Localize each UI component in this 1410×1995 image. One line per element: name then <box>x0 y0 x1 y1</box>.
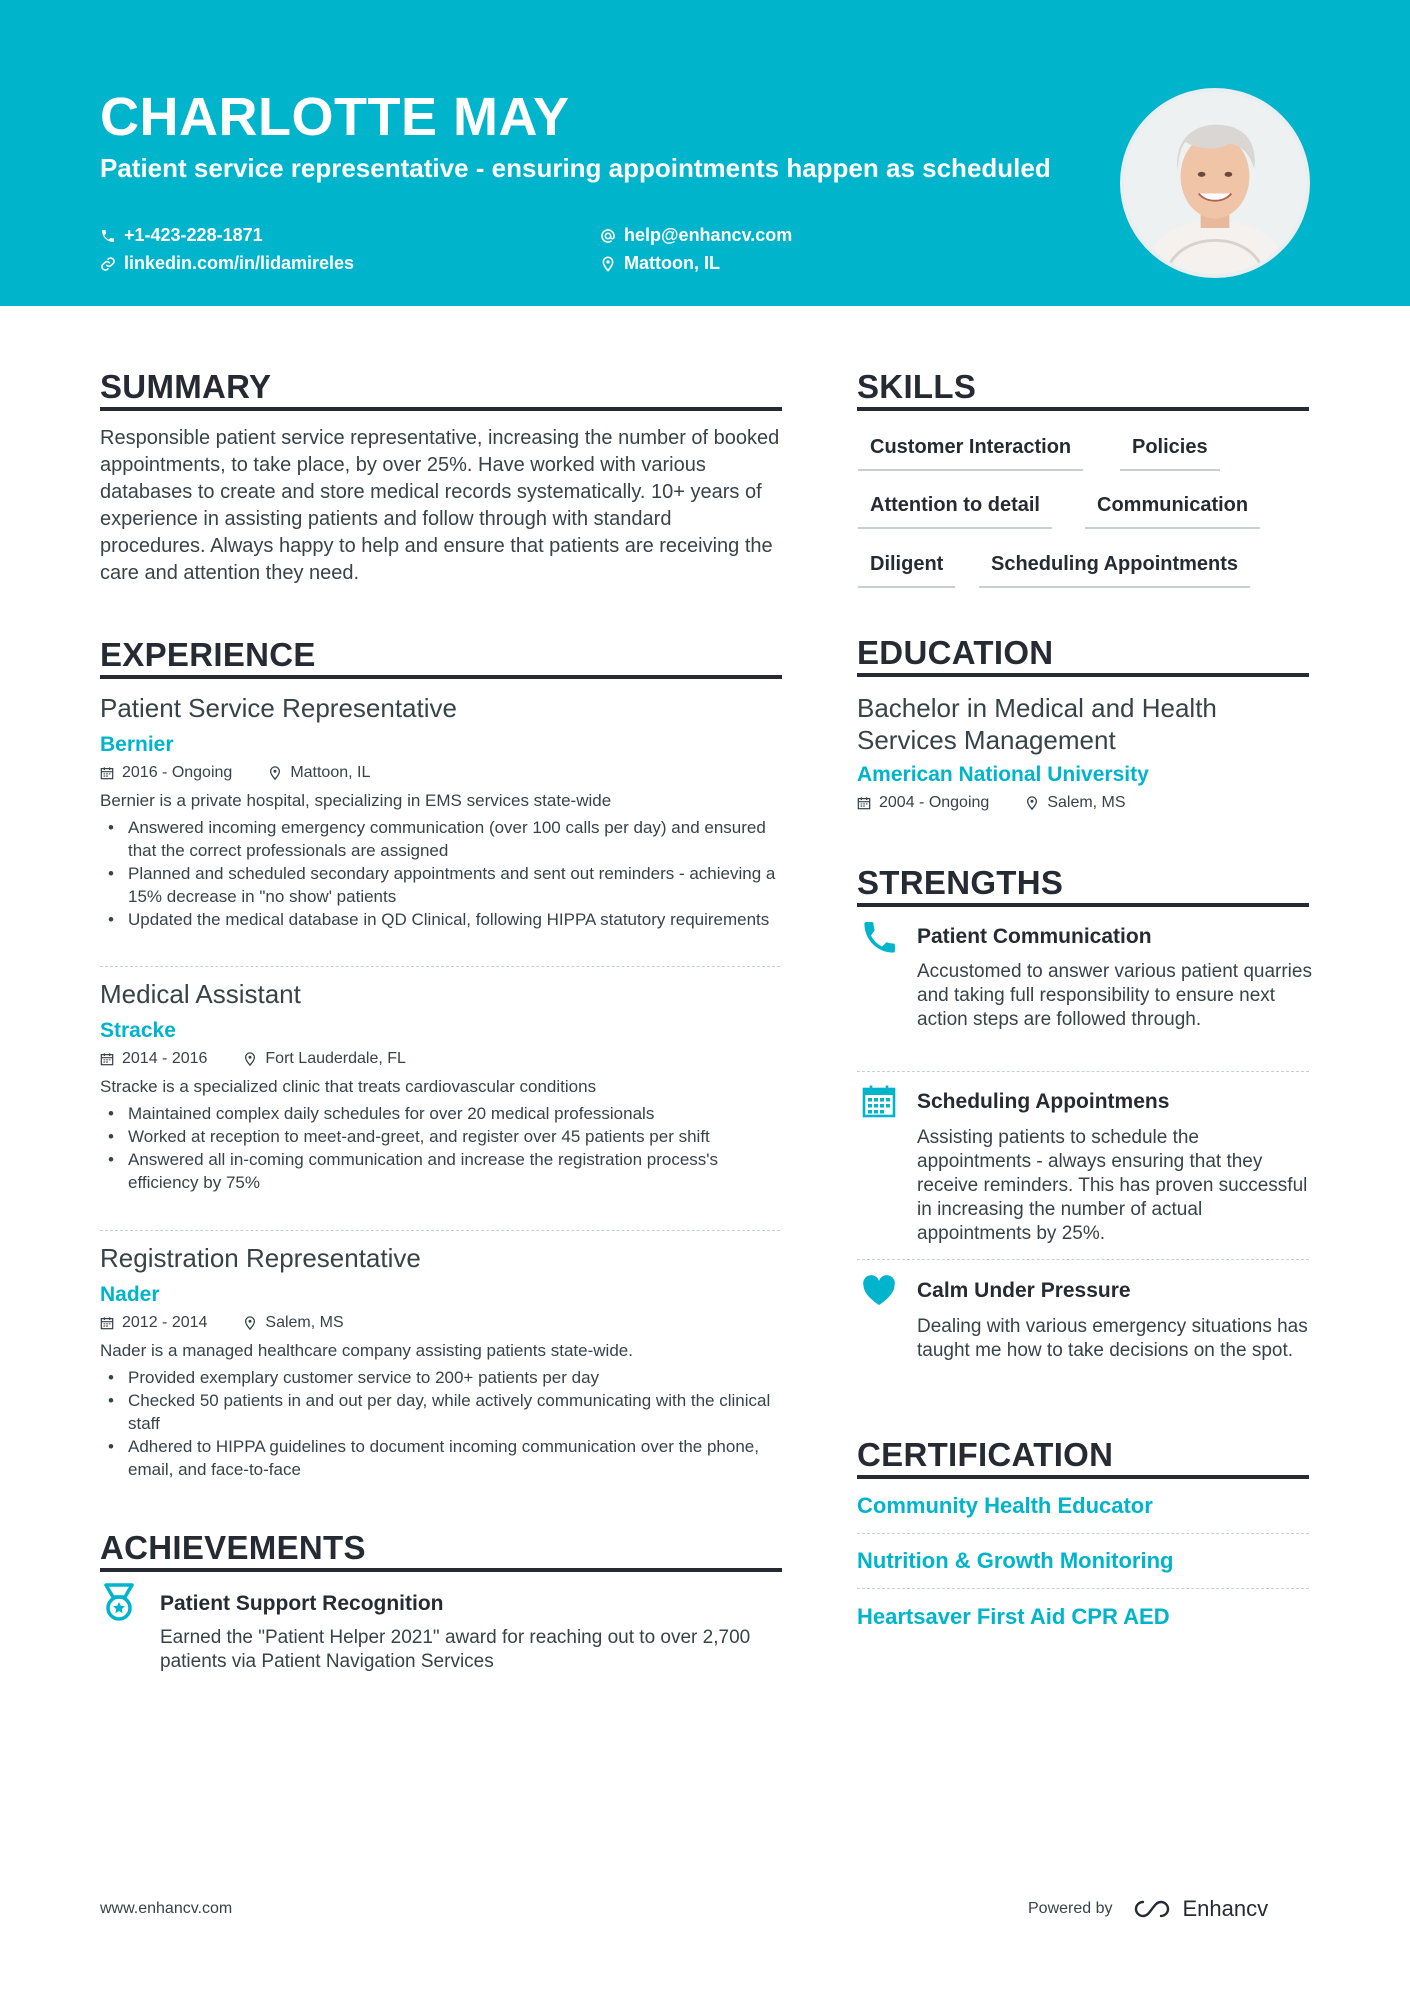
strength-text: Assisting patients to schedule the appointments - always ensuring that they receive reminders. This has proven successful in increasing the number of actual appointments by 25%. <box>917 1127 1308 1244</box>
education-school: American National University <box>857 763 1149 786</box>
phone-icon <box>100 228 116 244</box>
footer-website[interactable]: www.enhancv.com <box>100 1900 233 1917</box>
strength-title: Calm Under Pressure <box>917 1279 1131 1302</box>
job-meta <box>100 764 370 782</box>
phone-icon <box>862 921 896 955</box>
job-dates: 2012 - 2014 <box>122 1314 208 1331</box>
skill-tag: Policies <box>1120 436 1220 471</box>
location-pin-icon <box>243 1052 257 1066</box>
list-item: • Checked 50 patients in and out per day, while actively communicating with the clinical staff <box>100 1389 780 1435</box>
job-dates: 2014 - 2016 <box>122 1050 208 1067</box>
link-icon <box>100 256 116 272</box>
summary-divider <box>100 407 782 411</box>
skill-tag: Communication <box>1085 494 1260 529</box>
candidate-tagline: Patient service representative - ensuring appointments happen as scheduled <box>100 153 1051 183</box>
achievements-heading: ACHIEVEMENTS <box>100 1529 366 1566</box>
brand-name: Enhancv <box>1182 1896 1269 1921</box>
strength-title: Patient Communication <box>917 925 1152 948</box>
experience-heading: EXPERIENCE <box>100 636 316 673</box>
location-pin-icon <box>600 256 616 272</box>
list-item: • Adhered to HIPPA guidelines to document incoming communication over the phone, email, and face-to-face <box>100 1435 780 1481</box>
footer-branding[interactable] <box>1028 1896 1268 1922</box>
education-divider <box>857 673 1309 677</box>
job-bullets <box>100 1102 780 1194</box>
heart-icon <box>862 1274 896 1308</box>
certification-heading: CERTIFICATION <box>857 1436 1114 1473</box>
skill-tag: Diligent <box>858 553 955 588</box>
certification-divider <box>857 1475 1309 1479</box>
skill-tag: Customer Interaction <box>858 436 1083 471</box>
job-description: Nader is a managed healthcare company assisting patients state-wide. <box>100 1341 633 1360</box>
list-item: • Worked at reception to meet-and-greet, and register over 45 patients per shift <box>100 1125 780 1148</box>
contact-location <box>600 253 720 274</box>
achievement-title: Patient Support Recognition <box>160 1592 444 1615</box>
job-company: Nader <box>100 1283 160 1306</box>
location-pin-icon <box>268 766 282 780</box>
job-meta <box>100 1050 406 1068</box>
summary-text: Responsible patient service representative, increasing the number of booked appointments, to take place, by over 25%. Have worked with various databases to create and store medical records systematically. 10+ years of experience in assisting patients and follow through with standard procedures. Always happy to help and ensure that patients are receiving the care and attention they need. <box>100 427 780 584</box>
calendar-icon <box>100 1316 114 1330</box>
job-dates: 2016 - Ongoing <box>122 764 233 781</box>
certification-item: Nutrition & Growth Monitoring <box>857 1548 1174 1573</box>
job-location: Mattoon, IL <box>290 764 371 781</box>
email-text: help@enhancv.com <box>624 225 793 245</box>
list-item: • Answered incoming emergency communication (over 100 calls per day) and ensured that the correct professionals are assigned <box>100 816 780 862</box>
job-company: Bernier <box>100 733 174 756</box>
location-text: Mattoon, IL <box>624 253 720 273</box>
list-item: • Updated the medical database in QD Clinical, following HIPPA statutory requirements <box>100 908 780 931</box>
certification-item: Heartsaver First Aid CPR AED <box>857 1604 1170 1629</box>
job-separator <box>100 966 780 967</box>
education-dates: 2004 - Ongoing <box>879 794 990 811</box>
strength-text: Dealing with various emergency situations has taught me how to take decisions on the spot. <box>917 1316 1308 1361</box>
powered-by-label: Powered by <box>1028 1900 1113 1917</box>
calendar-icon <box>100 766 114 780</box>
candidate-name: CHARLOTTE MAY <box>100 87 570 147</box>
phone-text: +1-423-228-1871 <box>124 225 263 245</box>
certification-separator <box>857 1533 1309 1534</box>
education-meta <box>857 794 1126 812</box>
calendar-icon <box>857 796 871 810</box>
skill-tag: Scheduling Appointments <box>979 553 1250 588</box>
job-title: Patient Service Representative <box>100 693 457 723</box>
job-bullets <box>100 1366 780 1481</box>
enhancv-logo-icon <box>1129 1897 1175 1921</box>
job-description: Bernier is a private hospital, specializing in EMS services state-wide <box>100 791 612 810</box>
list-item: • Maintained complex daily schedules for over 20 medical professionals <box>100 1102 780 1125</box>
education-location: Salem, MS <box>1047 794 1126 811</box>
strength-title: Scheduling Appointmens <box>917 1090 1170 1113</box>
calendar-icon <box>862 1084 896 1118</box>
avatar-portrait <box>1124 92 1306 274</box>
contact-phone[interactable] <box>100 225 263 246</box>
brand-logo <box>1129 1896 1269 1922</box>
location-pin-icon <box>243 1316 257 1330</box>
list-item: • Answered all in-coming communication and increase the registration process's efficiency by 75% <box>100 1148 780 1194</box>
linkedin-text: linkedin.com/in/lidamireles <box>124 253 355 273</box>
job-title: Registration Representative <box>100 1243 421 1273</box>
contact-email[interactable] <box>600 225 792 246</box>
achievement-text: Earned the "Patient Helper 2021" award for reaching out to over 2,700 patients via Patient Navigation Services <box>160 1627 751 1672</box>
job-separator <box>100 1230 780 1231</box>
job-company: Stracke <box>100 1019 176 1042</box>
job-bullets <box>100 816 780 931</box>
strengths-heading: STRENGTHS <box>857 864 1064 901</box>
contact-linkedin[interactable] <box>100 253 354 274</box>
location-pin-icon <box>1025 796 1039 810</box>
list-item: • Provided exemplary customer service to 200+ patients per day <box>100 1366 780 1389</box>
skill-tag: Attention to detail <box>858 494 1052 529</box>
strength-separator <box>857 1259 1309 1260</box>
resume-header <box>0 0 1410 306</box>
strength-text: Accustomed to answer various patient quarries and taking full responsibility to ensure next action steps are followed through. <box>917 961 1312 1030</box>
education-degree: Bachelor in Medical and Health Services Management <box>857 693 1217 755</box>
list-item: • Planned and scheduled secondary appointments and sent out reminders - achieving a 15% decrease in "no show' patients <box>100 862 780 908</box>
job-meta <box>100 1314 344 1332</box>
skills-heading: SKILLS <box>857 368 977 405</box>
achievements-divider <box>100 1568 782 1572</box>
experience-divider <box>100 675 782 679</box>
summary-heading: SUMMARY <box>100 368 272 405</box>
profile-photo <box>1120 88 1310 278</box>
calendar-icon <box>100 1052 114 1066</box>
at-sign-icon <box>600 228 616 244</box>
medal-icon <box>102 1583 136 1623</box>
certification-item: Community Health Educator <box>857 1493 1153 1518</box>
job-description: Stracke is a specialized clinic that treats cardiovascular conditions <box>100 1077 597 1096</box>
education-heading: EDUCATION <box>857 634 1054 671</box>
certification-separator <box>857 1588 1309 1589</box>
strength-separator <box>857 1071 1309 1072</box>
job-title: Medical Assistant <box>100 979 301 1009</box>
skills-divider <box>857 407 1309 411</box>
job-location: Fort Lauderdale, FL <box>265 1050 406 1067</box>
strengths-divider <box>857 903 1309 907</box>
job-location: Salem, MS <box>265 1314 344 1331</box>
